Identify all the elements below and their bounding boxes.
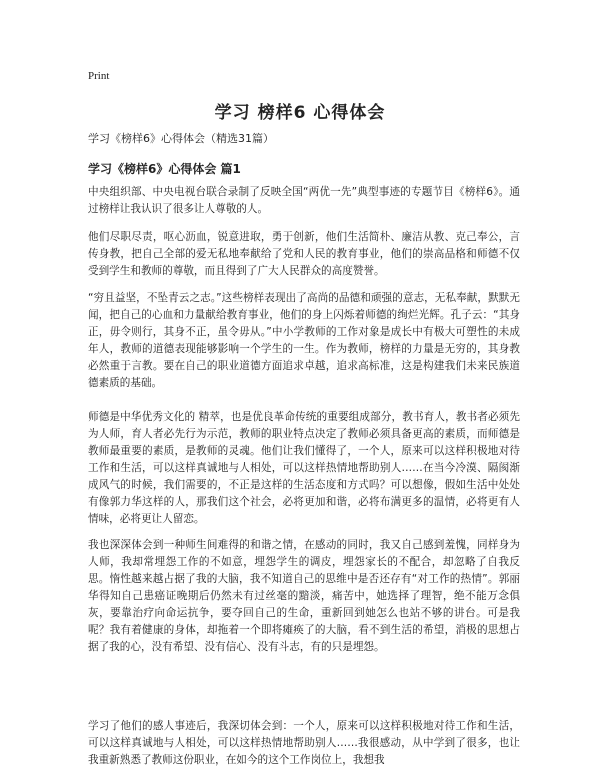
paragraph-3: “穷且益坚，不坠青云之志。”这些榜样表现出了高尚的品德和顽强的意志，无私奉献，默默无闻，把自己的心血和力量献给教育事业，他们的身上闪烁着师德的绚烂光辉。孔子云：“其身正，毋令则行，其身不正，虽令毋从。”中小学教师的工作对象是成长中有极大可塑性的未成年人，教师的道德表现能够影响一个学生的一生。作为教师，榜样的力量是无穷的，其身教必然重于言教。要在自己的职业道德方面追求卓越，追求高标准，这是构建我们未来民族道德素质的基础。 (88, 292, 520, 389)
paragraph-6: 学习了他们的感人事迹后，我深切体会到：一个人，原来可以这样积极地对待工作和生活，可以这样真诚地与人相处，可以这样热情地帮助别人……我很感动，从中学到了很多，也让我重新熟悉了教师这份职业，在如今的这个工作岗位上，我想我 (88, 720, 520, 766)
section-heading: 学习《榜样6》心得体会 篇1 (88, 162, 241, 176)
paragraph-2: 他们尽职尽责，呕心沥血，锐意进取，勇于创新，他们生活简朴、廉洁从教、克己奉公，言传身教，把自己全部的爱无私地奉献给了党和人民的教育事业，他们的崇高品格和师德不仅受到学生和教师的尊敬，而且得到了广大人民群众的高度赞誉。 (88, 231, 520, 277)
document-subtitle: 学习《榜样6》心得体会（精选31篇） (88, 132, 274, 145)
paragraph-4: 师德是中华优秀文化的 精萃，也是优良革命传统的重要组成部分，教书育人，教书者必须先为人师，育人者必先行为示范，教师的职业特点决定了教师必须具备更高的素质，而师德是教师最重要的素质，是教师的灵魂。他们让我们懂得了，一个人，原来可以这样积极地对待工作和生活，可以这样真诚地与人相处，可以这样热情地帮助别人……在当今冷漠、隔阂渐成风气的时候，我们需要的，不正是这样的生活态度和方式吗？可以想像，假如生活中处处有像郭力华这样的人，那我们这个社会，必将更加和谐，必将布满更多的温情，必将更有人情味，必将更让人留恋。 (88, 411, 520, 525)
print-label: Print (88, 70, 110, 82)
paragraph-1: 中央组织部、中央电视台联合录制了反映全国“两优一先”典型事迹的专题节目《榜样6》。通过榜样让我认识了很多让人尊敬的人。 (88, 186, 520, 215)
paragraph-5: 我也深深体会到一种师生间难得的和谐之情，在感动的同时，我又自己感到羞愧，同样身为人师，我却常埋怨工作的不如意，埋怨学生的调皮，埋怨家长的不配合，却忽略了自我反思。惰性越来越占据了我的大脑，我不知道自己的思维中是否还存有“对工作的热情”。郭丽华得知自己患癌证晚期后仍然未有过丝毫的黯淡，痛苦中，她选择了理智，绝不能万念俱灰，要靠治疗向命运抗争，要夺回自己的生命，重新回到她怎么也站不够的讲台。可是我呢？我有着健康的身体，却拖着一个即将瘫痪了的大脑，看不到生活的希望，消极的思想占据了我的心，没有希望、没有信心、没有斗志，有的只是埋怨。 (88, 539, 520, 653)
page-title: 学习 榜样6 心得体会 (214, 103, 386, 123)
